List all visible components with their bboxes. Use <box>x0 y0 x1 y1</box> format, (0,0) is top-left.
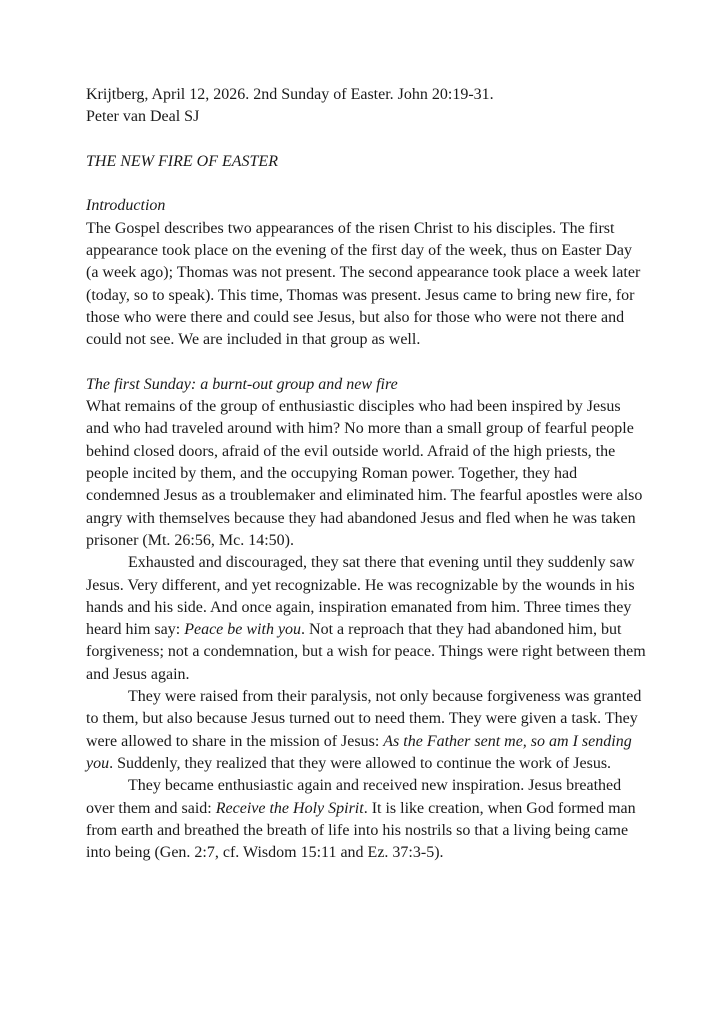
document-page <box>86 84 646 864</box>
spacer <box>86 352 646 374</box>
paragraph-text: . It is like creation, when God formed man from earth and breathed the breath of life into his nostrils so that a living being came into being (Gen. 2:7, cf. Wisdom 15:11 and Ez. 37:3-5). <box>86 799 636 862</box>
header-line: Krijtberg, April 12, 2026. 2nd Sunday of Easter. John 20:19-31. <box>86 86 494 103</box>
scripture-quote: Peace be with you <box>184 621 302 639</box>
introduction-heading: Introduction <box>86 197 166 215</box>
document-title: THE NEW FIRE OF EASTER <box>86 152 278 170</box>
spacer <box>86 129 646 151</box>
paragraph-text: They became enthusiastic again and received new inspiration. Jesus breathed over them and said: <box>86 777 622 817</box>
spacer <box>86 173 646 195</box>
author-line: Peter van Deal SJ <box>86 108 200 126</box>
paragraph-text: . Suddenly, they realized that they were allowed to continue the work of Jesus. <box>109 754 612 772</box>
scripture-quote: As the Father sent me, so am I sending you <box>86 732 632 772</box>
paragraph-text: They were raised from their paralysis, not only because forgiveness was granted to them, but also because Jesus turned out to need them. They were given a task. They were allowed to share in the mission of Jesus: <box>86 688 642 750</box>
introduction-paragraph: The Gospel describes two appearances of the risen Christ to his disciples. The first appearance took place on the evening of the first day of the week, thus on Easter Day (a week ago); Thomas was not present. The second appearance took place a week later (today, so to speak). This time, Thomas was present. Jesus came to bring new fire, for those who were there and could see Jesus, but also for those who were not there and could not see. We are included in that group as well. <box>86 219 641 349</box>
scripture-quote: Receive the Holy Spirit <box>215 799 364 817</box>
body-paragraph-4 <box>86 775 646 864</box>
body-paragraph-3 <box>86 686 646 775</box>
paragraph-text: . Not a reproach that they had abandoned him, but forgiveness; not a condemnation, but a wish for peace. Things were right between them and Jesus again. <box>86 621 646 683</box>
body-paragraph-1: What remains of the group of enthusiastic disciples who had been inspired by Jesus and who had traveled around with him? No more than a small group of fearful people behind closed doors, afraid of the evil outside world. Afraid of the high priests, the people incited by them, and the occupying Roman power. Together, they had condemned Jesus as a troublemaker and eliminated him. The fearful apostles were also angry with themselves because they had abandoned Jesus and fled when he was taken prisoner (Mt. 26:56, Mc. 14:50). <box>86 398 643 549</box>
section-heading: The first Sunday: a burnt-out group and new fire <box>86 375 398 393</box>
paragraph-text: Exhausted and discouraged, they sat there that evening until they suddenly saw Jesus. Very different, and yet recognizable. He was recognizable by the wounds in his hands and his side. And once again, inspiration emanated from him. Three times they heard him say: <box>86 554 635 639</box>
body-paragraph-2 <box>86 552 646 686</box>
